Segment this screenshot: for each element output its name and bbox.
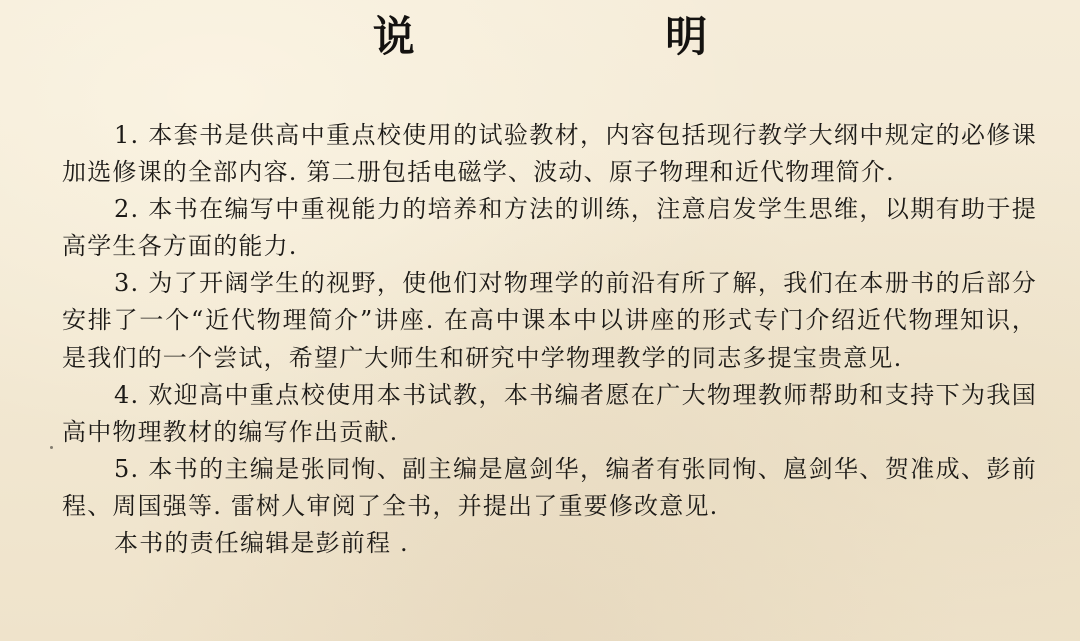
paragraph-3: 3. 为了开阔学生的视野，使他们对物理学的前沿有所了解，我们在本册书的后部分安排了一个“近代物理简介”讲座. 在高中课本中以讲座的形式专门介绍近代物理知识，是我们的一个尝试，希望广大师生和研究中学物理教学的同志多提宝贵意见. (62, 269, 1037, 372)
editor-note: 本书的责任编辑是彭前程 . (114, 529, 409, 558)
paragraph-5: 5. 本书的主编是张同恂、副主编是扈剑华，编者有张同恂、扈剑华、贺准成、彭前程、周国强等. 雷树人审阅了全书，并提出了重要修改意见. (62, 454, 1037, 520)
paragraph-4: 4. 欢迎高中重点校使用本书试教，本书编者愿在广大物理教师帮助和支持下为我国高中物理教材的编写作出贡献. (62, 380, 1037, 446)
page-title: 说 明 (372, 12, 826, 61)
ink-speck (50, 446, 53, 449)
paragraph-2: 2. 本书在编写中重视能力的培养和方法的训练，注意启发学生思维，以期有助于提高学生各方面的能力. (62, 195, 1037, 261)
paragraph-1: 1. 本套书是供高中重点校使用的试验教材，内容包括现行教学大纲中规定的必修课加选修课的全部内容. 第二册包括电磁学、波动、原子物理和近代物理简介. (62, 121, 1037, 187)
document-body (62, 117, 1037, 562)
